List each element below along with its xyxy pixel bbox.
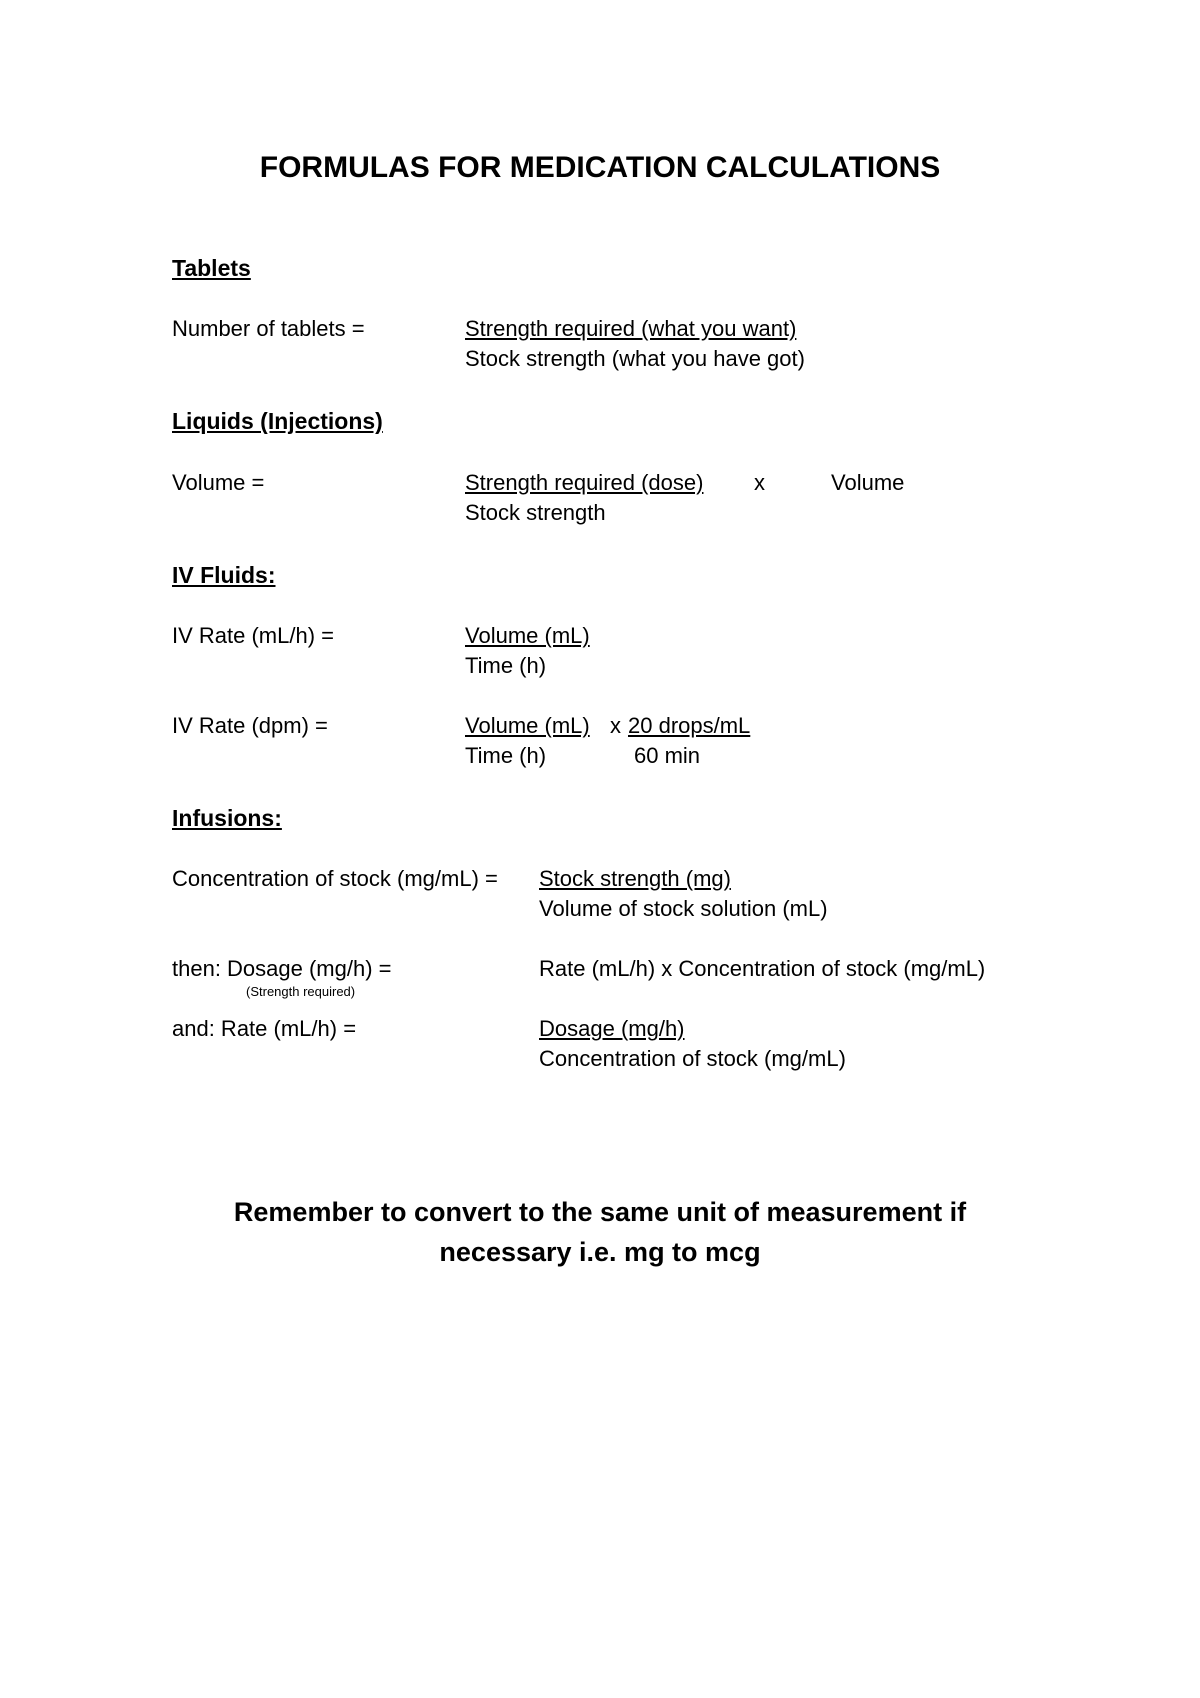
liquids-formula-label: Volume = <box>172 470 265 495</box>
dosage-note: (Strength required) <box>246 984 356 999</box>
dosage-formula: Rate (mL/h) x Concentration of stock (mg/mL) <box>539 956 986 981</box>
page-title: FORMULAS FOR MEDICATION CALCULATIONS <box>259 151 941 184</box>
liquids-numerator: Strength required (dose) <box>465 470 704 495</box>
tablets-heading: Tablets <box>172 255 251 281</box>
rate-denominator: Concentration of stock (mg/mL) <box>539 1046 846 1071</box>
reminder-line-2: necessary i.e. mg to mcg <box>439 1237 761 1267</box>
iv-fluids-heading: IV Fluids: <box>172 562 276 588</box>
dosage-label: then: Dosage (mg/h) = <box>172 956 392 981</box>
concentration-numerator: Stock strength (mg) <box>539 866 731 891</box>
rate-label: and: Rate (mL/h) = <box>172 1016 357 1041</box>
iv-rate-dpm-denominator: Time (h) <box>465 743 547 768</box>
tablets-formula-label: Number of tablets = <box>172 316 365 341</box>
iv-rate-dpm-numerator: Volume (mL) <box>465 713 590 738</box>
liquids-denominator: Stock strength <box>465 500 606 525</box>
tablets-numerator: Strength required (what you want) <box>465 316 797 341</box>
iv-rate-mlh-label: IV Rate (mL/h) = <box>172 623 335 648</box>
tablets-denominator: Stock strength (what you have got) <box>465 346 805 371</box>
iv-rate-dpm-numerator2: 20 drops/mL <box>628 713 751 738</box>
rate-numerator: Dosage (mg/h) <box>539 1016 685 1041</box>
reminder-line-1: Remember to convert to the same unit of measurement if <box>233 1197 967 1227</box>
concentration-label: Concentration of stock (mg/mL) = <box>172 866 498 891</box>
infusions-heading: Infusions: <box>172 805 282 831</box>
iv-rate-dpm-times-sign: x <box>610 713 621 738</box>
iv-rate-dpm-label: IV Rate (dpm) = <box>172 713 328 738</box>
concentration-denominator: Volume of stock solution (mL) <box>539 896 828 921</box>
iv-rate-mlh-denominator: Time (h) <box>465 653 547 678</box>
liquids-times-sign: x <box>754 470 765 495</box>
liquids-multiplier: Volume <box>831 470 905 495</box>
iv-rate-dpm-denominator2: 60 min <box>634 743 701 768</box>
iv-rate-mlh-numerator: Volume (mL) <box>465 623 590 648</box>
liquids-heading: Liquids (Injections) <box>172 408 383 434</box>
